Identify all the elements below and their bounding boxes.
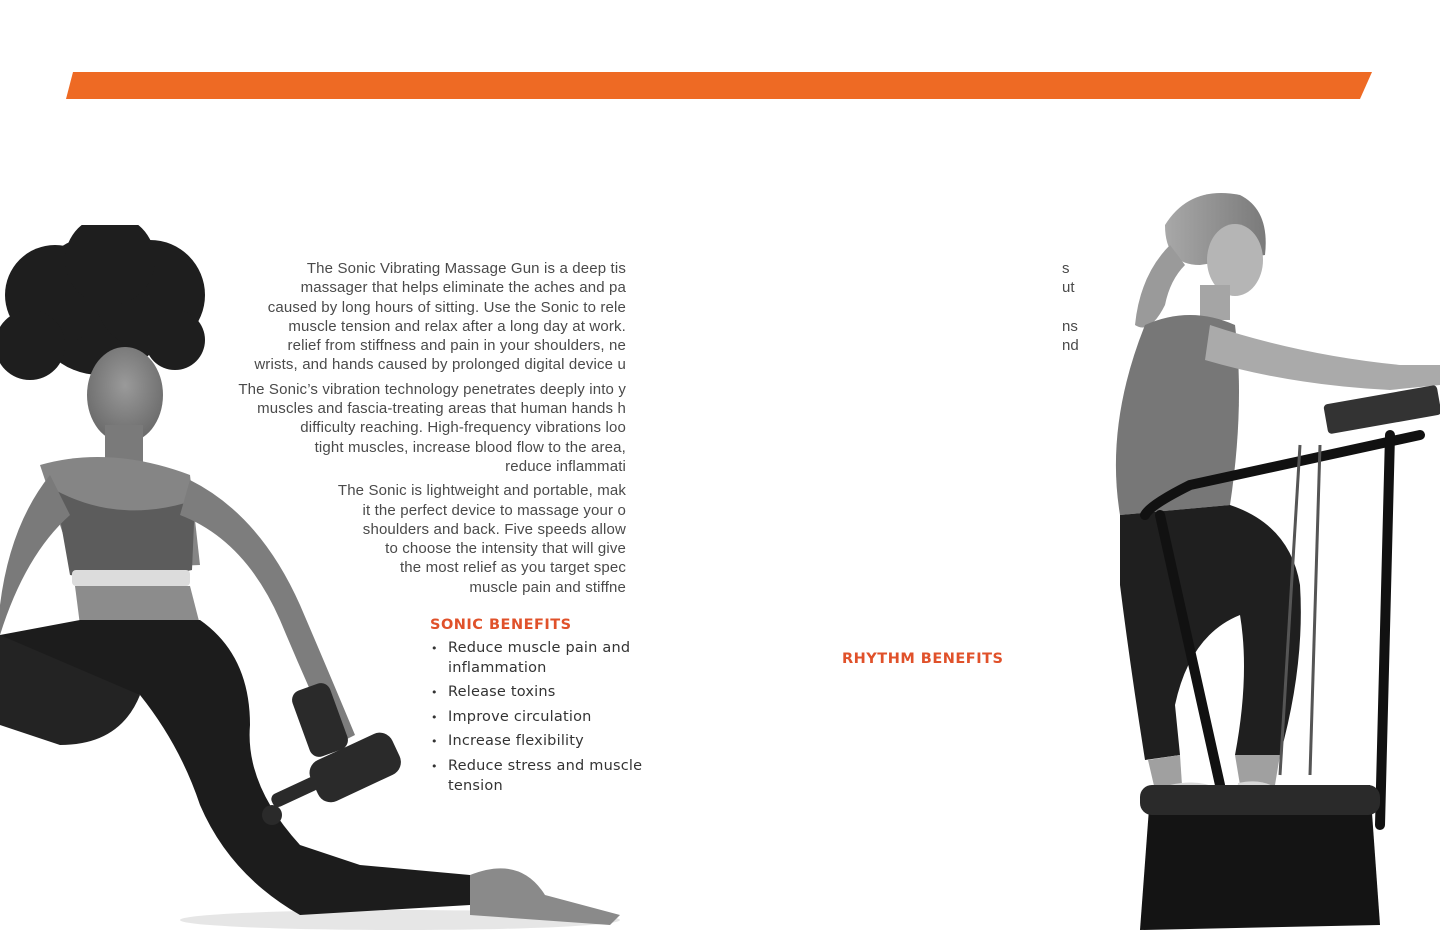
rhythm-benefits-title: RHYTHM BENEFITS [842, 651, 1004, 667]
rhythm-fragment: ns [1062, 317, 1078, 335]
rhythm-fragment: ut [1062, 279, 1075, 297]
list-item: • Reduce stress and muscle tension [430, 757, 650, 796]
sonic-paragraph-2: The Sonic’s vibration technology penetrates deeply into y muscles and fascia-treating areas that human hands h difficulty reaching. High-frequency vibrations loo tight muscles, increase blood flow to the area, reduce inflammati [238, 380, 626, 475]
orange-header-bar [66, 72, 1372, 99]
rhythm-fragment [1062, 298, 1102, 317]
sonic-benefits-title: SONIC BENEFITS [430, 617, 572, 633]
list-item: • Release toxins [430, 683, 650, 703]
rhythm-fragment: nd [1062, 337, 1079, 355]
sonic-description [150, 259, 626, 602]
list-item: • Increase flexibility [430, 732, 650, 752]
sonic-benefits [430, 617, 650, 801]
list-item: • Improve circulation [430, 708, 650, 728]
list-item: • Reduce muscle pain and inflammation [430, 639, 650, 678]
woman-vibration-platform-photo [1070, 185, 1440, 936]
sonic-paragraph-1: The Sonic Vibrating Massage Gun is a deep tis massager that helps eliminate the aches and pa caused by long hours of sitting. Use the Sonic to rele muscle tension and relax after a long day at work. relief from stiffness and pain in your shoulders, ne wrists, and hands caused by prolonged digital device u [254, 260, 626, 374]
sonic-benefits-list [430, 639, 650, 796]
sonic-paragraph-3: The Sonic is lightweight and portable, mak it the perfect device to massage your o shoulders and back. Five speeds allow to choose the intensity that will give the most relief as you target spec muscle pain and stiffne [337, 482, 626, 596]
rhythm-fragment: s [1062, 260, 1070, 277]
rhythm-description-fragments [1062, 259, 1102, 355]
